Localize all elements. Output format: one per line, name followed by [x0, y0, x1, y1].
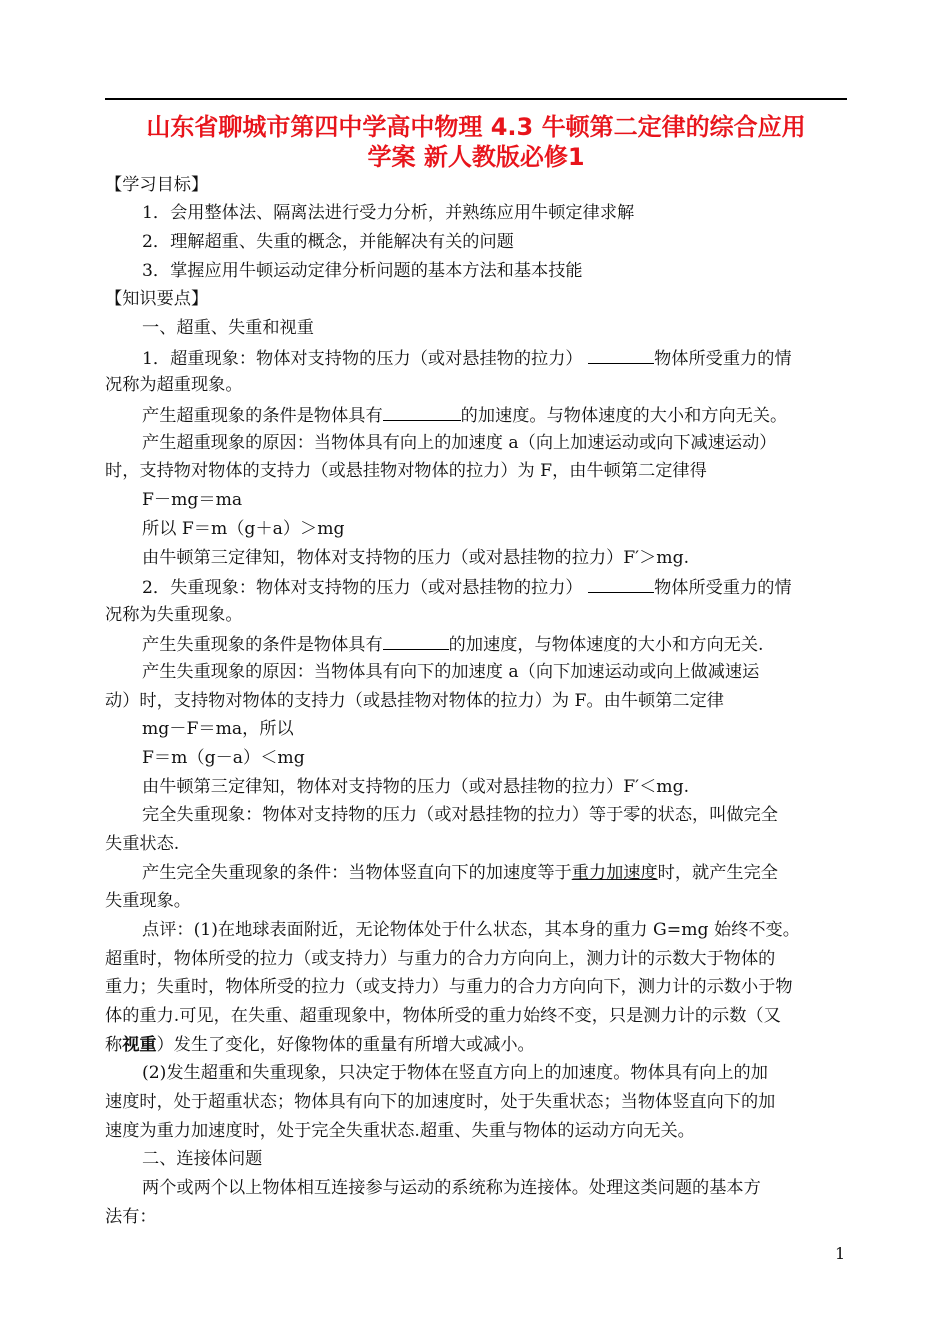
fill-blank	[588, 345, 654, 364]
chaozhong-line3: 产生超重现象的条件是物体具有 的加速度。与物体速度的大小和方向无关。	[105, 402, 847, 428]
wanquan-line2: 失重状态.	[105, 834, 180, 854]
chaozhong-line5: 时，支持物对物体的支持力（或悬挂物对物体的拉力）为 F，由牛顿第二定律得	[105, 461, 707, 481]
document-title-line1: 山东省聊城市第四中学高中物理 4.3 牛顿第二定律的综合应用	[146, 113, 806, 141]
chaozhong-equation1: F－mg＝ma	[142, 490, 243, 510]
chaozhong-equation2: 所以 F＝m（g＋a）＞mg	[142, 519, 345, 539]
underlined-term: 重力加速度	[571, 863, 658, 883]
fill-blank	[383, 631, 449, 650]
dianping-line6: (2)发生超重和失重现象，只决定于物体在竖直方向上的加速度。物体具有向上的加	[142, 1063, 768, 1083]
part1-heading: 一、超重、失重和视重	[142, 318, 314, 338]
dianping-line2: 超重时，物体所受的拉力（或支持力）与重力的合力方向向上，测力计的示数大于物体的	[105, 949, 776, 969]
dianping-line3: 重力；失重时，物体所受的拉力（或支持力）与重力的合力方向向下，测力计的示数小于物	[105, 977, 793, 997]
shizhong-line6: 由牛顿第三定律知，物体对支持物的压力（或对悬挂物的拉力）F′＜mg.	[142, 777, 690, 797]
goal-item-2: 2．理解超重、失重的概念，并能解决有关的问题	[142, 232, 514, 252]
page-number: 1	[835, 1244, 846, 1263]
goal-item-3: 3．掌握应用牛顿运动定律分析问题的基本方法和基本技能	[142, 261, 583, 281]
fill-blank	[588, 574, 654, 593]
dianping-line5: 称视重）发生了变化，好像物体的重量有所增大或减小。	[105, 1035, 535, 1055]
shizhong-line4: 产生失重现象的原因：当物体具有向下的加速度 a（向下加速运动或向上做减速运	[142, 662, 760, 682]
document-title-line2: 学案 新人教版必修1	[367, 143, 585, 171]
header-rule	[105, 98, 847, 100]
part2-heading: 二、连接体问题	[142, 1149, 263, 1169]
part2-line1: 两个或两个以上物体相互连接参与运动的系统称为连接体。处理这类问题的基本方	[142, 1178, 761, 1198]
chaozhong-line6: 由牛顿第三定律知，物体对支持物的压力（或对悬挂物的拉力）F′＞mg.	[142, 548, 690, 568]
shizhong-line5: 动）时，支持物对物体的支持力（或悬挂物对物体的拉力）为 F。由牛顿第二定律	[105, 691, 724, 711]
dianping-line8: 速度为重力加速度时，处于完全失重状态.超重、失重与物体的运动方向无关。	[105, 1121, 695, 1141]
bold-term: 视重	[122, 1035, 157, 1055]
dianping-line1: 点评：(1)在地球表面附近，无论物体处于什么状态，其本身的重力 G=mg 始终不变。	[142, 920, 800, 940]
shizhong-line1: 2．失重现象：物体对支持物的压力（或对悬挂物的拉力） 物体所受重力的情	[105, 574, 847, 600]
goals-heading: 【学习目标】	[105, 175, 209, 195]
chaozhong-line1: 1．超重现象：物体对支持物的压力（或对悬挂物的拉力） 物体所受重力的情	[105, 345, 847, 371]
shizhong-line3: 产生失重现象的条件是物体具有 的加速度，与物体速度的大小和方向无关.	[105, 631, 847, 657]
goal-item-1: 1．会用整体法、隔离法进行受力分析，并熟练应用牛顿定律求解	[142, 203, 635, 223]
chaozhong-line4: 产生超重现象的原因：当物体具有向上的加速度 a（向上加速运动或向下减速运动）	[142, 433, 777, 453]
shizhong-equation1: mg－F＝ma，所以	[142, 719, 294, 739]
chaozhong-line2: 况称为超重现象。	[105, 375, 243, 395]
wanquan-line1: 完全失重现象：物体对支持物的压力（或对悬挂物的拉力）等于零的状态，叫做完全	[142, 805, 778, 825]
part2-line2: 法有：	[105, 1207, 157, 1227]
shizhong-line2: 况称为失重现象。	[105, 605, 243, 625]
dianping-line4: 体的重力.可见，在失重、超重现象中，物体所受的重力始终不变，只是测力计的示数（又	[105, 1006, 781, 1026]
wanquan-line4: 失重现象。	[105, 891, 191, 911]
wanquan-line3: 产生完全失重现象的条件：当物体竖直向下的加速度等于重力加速度时，就产生完全	[142, 863, 778, 883]
points-heading: 【知识要点】	[105, 289, 209, 309]
fill-blank	[383, 402, 461, 421]
dianping-line7: 速度时，处于超重状态；物体具有向下的加速度时，处于失重状态；当物体竖直向下的加	[105, 1092, 776, 1112]
shizhong-equation2: F＝m（g－a）＜mg	[142, 748, 305, 768]
